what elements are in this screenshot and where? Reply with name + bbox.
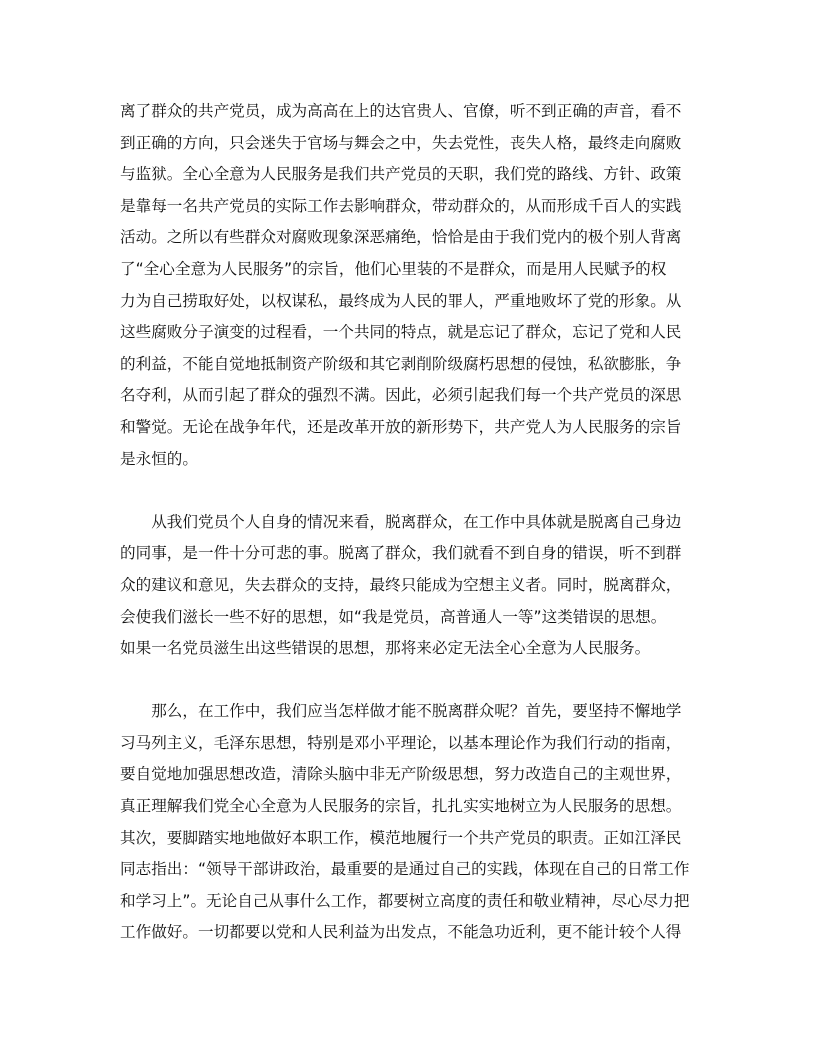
paragraph-3 [120,696,698,949]
text-line: 同志指出：“领导干部讲政治，最重要的是通过自己的实践，体现在自己的日常工作 [120,860,690,879]
text-line: 了“全心全意为人民服务”的宗旨，他们心里装的不是群众，而是用人民赋予的权 [120,259,667,278]
document-page [120,96,698,949]
text-line: 活动。之所以有些群众对腐败现象深恶痛绝，恰恰是由于我们党内的极个别人背离 [120,228,682,247]
text-line: 真正理解我们党全心全意为人民服务的宗旨，扎扎实实地树立为人民服务的思想。 [120,797,682,816]
text-line: 习马列主义，毛泽东思想，特别是邓小平理论，以基本理论作为我们行动的指南， [120,733,682,752]
text-line: 名夺利，从而引起了群众的强烈不满。因此，必须引起我们每一个共产党员的深思 [120,386,682,405]
text-line: 的利益，不能自觉地抵制资产阶级和其它剥削阶级腐朽思想的侵蚀，私欲膨胀，争 [120,354,682,373]
text-line: 力为自己捞取好处，以权谋私，最终成为人民的罪人，严重地败坏了党的形象。从 [120,291,682,310]
text-line: 其次，要脚踏实地地做好本职工作，模范地履行一个共产党员的职责。正如江泽民 [120,828,682,847]
text-line: 如果一名党员滋生出这些错误的思想，那将来必定无法全心全意为人民服务。 [120,639,651,658]
text-line: 要自觉地加强思想改造，清除头脑中非无产阶级思想，努力改造自己的主观世界， [120,765,682,784]
text-line: 从我们党员个人自身的情况来看，脱离群众，在工作中具体就是脱离自己身边 [120,512,682,531]
text-line: 与监狱。全心全意为人民服务是我们共产党员的天职，我们党的路线、方针、政策 [120,165,682,184]
paragraph-2 [120,507,698,665]
paragraph-spacer [120,665,698,697]
text-line: 是永恒的。 [120,449,198,468]
text-line: 和学习上”。无论自己从事什么工作，都要树立高度的责任和敬业精神，尽心尽力把 [120,891,690,910]
text-line: 这些腐败分子演变的过程看，一个共同的特点，就是忘记了群众，忘记了党和人民 [120,323,682,342]
paragraph-spacer [120,475,698,507]
text-line: 到正确的方向，只会迷失于官场与舞会之中，失去党性，丧失人格，最终走向腐败 [120,133,682,152]
text-line: 会使我们滋长一些不好的思想，如“我是党员，高普通人一等”这类错误的思想。 [120,607,667,626]
text-line: 是靠每一名共产党员的实际工作去影响群众，带动群众的，从而形成千百人的实践 [120,196,682,215]
paragraph-1 [120,96,698,475]
text-line: 离了群众的共产党员，成为高高在上的达官贵人、官僚，听不到正确的声音，看不 [120,102,682,120]
text-line: 和警觉。无论在战争年代，还是改革开放的新形势下，共产党人为人民服务的宗旨 [120,417,682,436]
text-line: 众的建议和意见，失去群众的支持，最终只能成为空想主义者。同时，脱离群众， [120,575,682,594]
text-line: 的同事，是一件十分可悲的事。脱离了群众，我们就看不到自身的错误，听不到群 [120,544,682,563]
text-line: 工作做好。一切都要以党和人民利益为出发点，不能急功近利，更不能计较个人得 [120,923,682,942]
text-line: 那么，在工作中，我们应当怎样做才能不脱离群众呢？首先，要坚持不懈地学 [120,702,682,721]
